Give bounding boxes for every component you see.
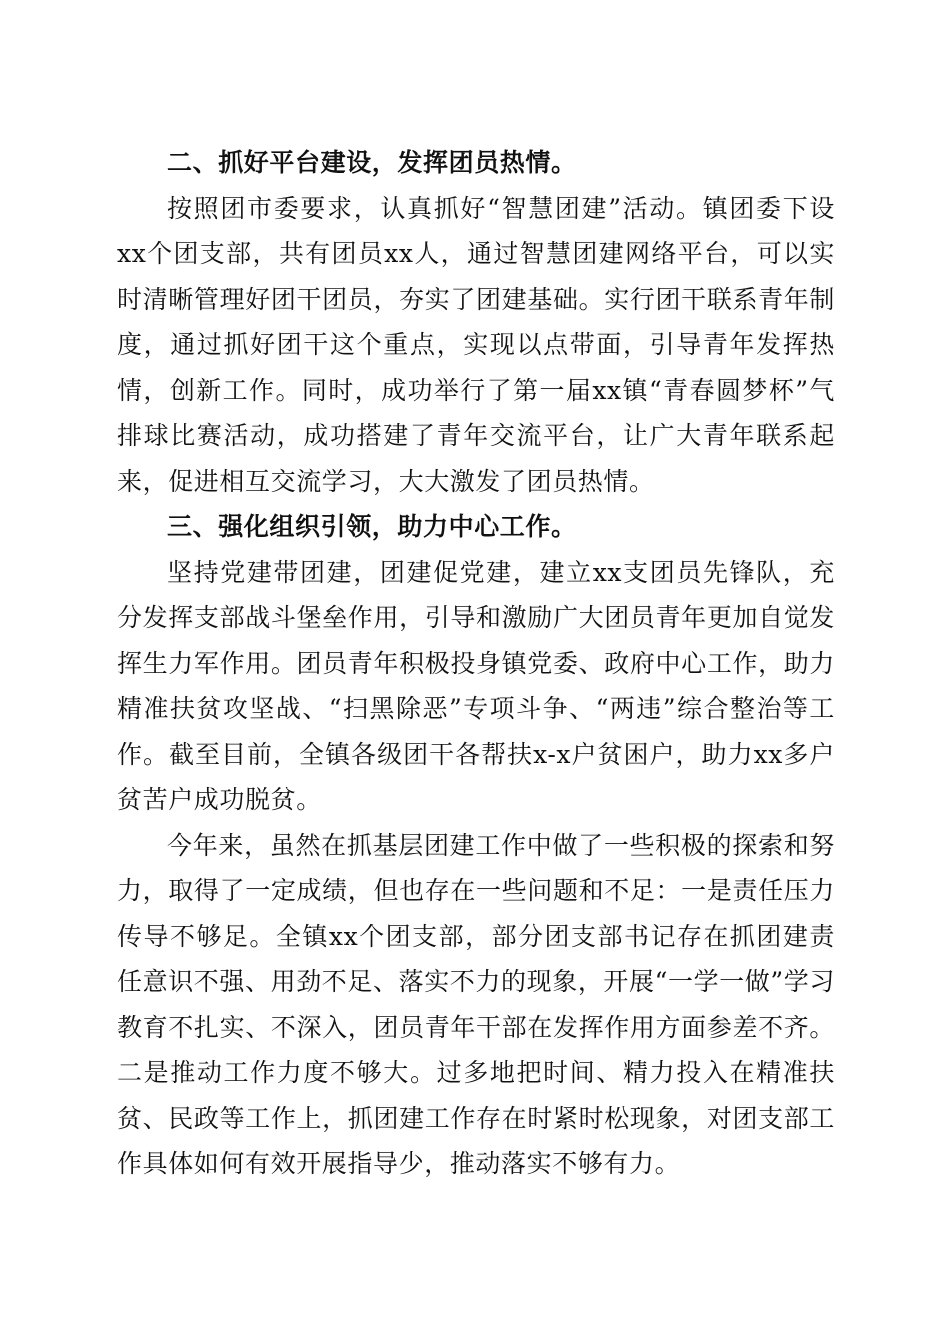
section-paragraph-organization: 坚持党建带团建，团建促党建，建立xx支团员先锋队，充分发挥支部战斗堡垒作用，引导和激励广大团员青年更加自觉发挥生力军作用。团员青年积极投身镇党委、政府中心工作，助力精准扶贫攻坚战、“扫黑除恶”专项斗争、“两违”综合整治等工作。截至目前，全镇各级团干各帮扶x-x户贫困户，助力xx多户贫苦户成功脱贫。 [117,557,835,814]
section-heading-organization: 三、强化组织引领，助力中心工作。 [167,512,577,541]
section-heading-platform: 二、抓好平台建设，发挥团员热情。 [167,148,577,177]
problems-paragraph: 今年来，虽然在抓基层团建工作中做了一些积极的探索和努力，取得了一定成绩，但也存在一些问题和不足：一是责任压力传导不够足。全镇xx个团支部，部分团支部书记存在抓团建责任意识不强、用劲不足、落实不力的现象，开展“一学一做”学习教育不扎实、不深入，团员青年干部在发挥作用方面参差不齐。二是推动工作力度不够大。过多地把时间、精力投入在精准扶贫、民政等工作上，抓团建工作存在时紧时松现象，对团支部工作具体如何有效开展指导少，推动落实不够有力。 [117,830,835,1178]
section-paragraph-platform: 按照团市委要求，认真抓好“智慧团建”活动。镇团委下设xx个团支部，共有团员xx人，通过智慧团建网络平台，可以实时清晰管理好团干团员，夯实了团建基础。实行团干联系青年制度，通过抓好团干这个重点，实现以点带面，引导青年发挥热情，创新工作。同时，成功举行了第一届xx镇“青春圆梦杯”气排球比赛活动，成功搭建了青年交流平台，让广大青年联系起来，促进相互交流学习，大大激发了团员热情。 [117,193,835,496]
document-page [117,140,835,1187]
